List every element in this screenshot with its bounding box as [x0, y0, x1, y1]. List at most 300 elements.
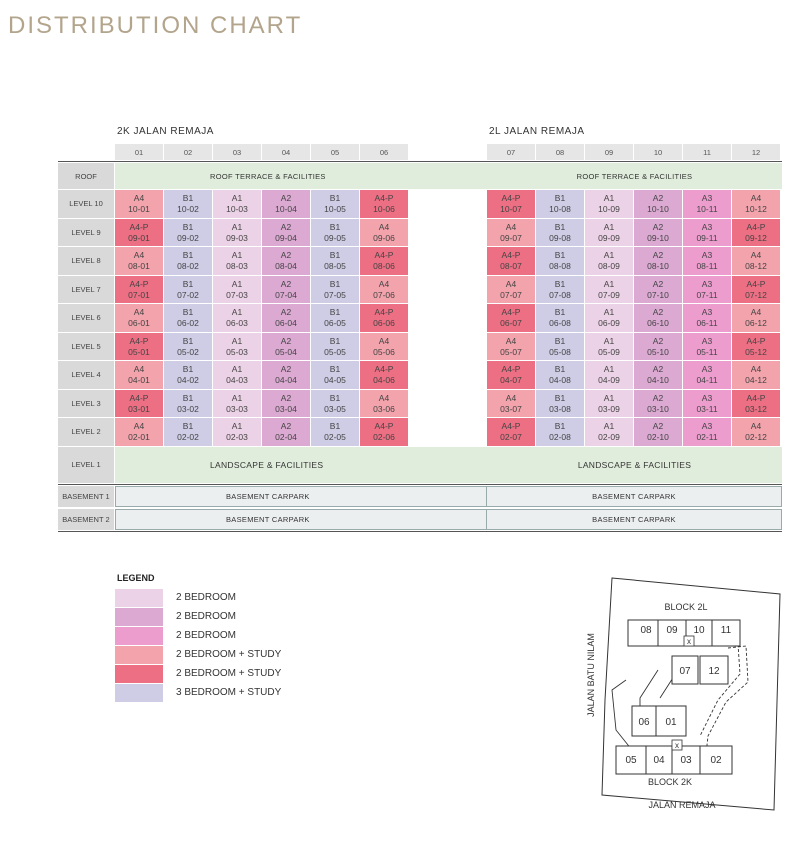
unit-cell: [585, 361, 634, 390]
legend-label: 2 BEDROOM: [176, 630, 237, 641]
unit-cell: [164, 219, 213, 248]
unit-cell: [115, 247, 164, 276]
unit-label: 07: [679, 666, 691, 677]
unit-number: 06-09: [598, 318, 620, 328]
rule: [58, 484, 782, 485]
unit-cell: [213, 390, 262, 419]
unit-type: A2: [280, 421, 292, 431]
unit-type: A4: [750, 364, 762, 374]
unit-cell: [585, 304, 634, 333]
unit-cell: [213, 418, 262, 447]
unit-type: A4-P: [746, 335, 766, 346]
unit-number: 10-11: [696, 204, 718, 214]
unit-number: 02-08: [549, 432, 571, 442]
unit-number: 04-07: [500, 375, 522, 385]
unit-number: 08-07: [500, 261, 522, 271]
unit-type: A4: [378, 221, 390, 232]
unit-number: 03-04: [275, 403, 297, 414]
row-header-level: LEVEL 3: [58, 390, 114, 419]
legend-label: 2 BEDROOM + STUDY: [176, 649, 282, 660]
unit-number: 06-07: [500, 318, 522, 328]
unit-cell: [262, 304, 311, 333]
unit-type: A4-P: [501, 364, 521, 374]
unit-number: 09-08: [549, 232, 571, 243]
unit-type: B1: [182, 221, 194, 232]
unit-number: 02-10: [647, 432, 669, 442]
basement2-band: BASEMENT CARPARK: [115, 509, 487, 530]
unit-number: 10-08: [549, 204, 571, 214]
unit-label: 10: [693, 625, 705, 636]
unit-type: B1: [554, 250, 566, 260]
unit-number: 09-12: [745, 232, 767, 243]
unit-cell: [487, 304, 536, 333]
unit-type: B1: [554, 278, 566, 289]
unit-cell: [213, 361, 262, 390]
block-label: 2K JALAN REMAJA: [117, 126, 214, 137]
column-header: 12: [732, 144, 781, 160]
road-side-label: JALAN BATU NILAM: [586, 633, 596, 717]
unit-type: A1: [603, 221, 615, 232]
unit-number: 10-03: [226, 204, 248, 214]
unit-cell: [164, 361, 213, 390]
row-header-basement2: BASEMENT 2: [58, 509, 114, 531]
unit-number: 10-05: [324, 204, 346, 214]
unit-cell: [115, 304, 164, 333]
unit-cell: [164, 304, 213, 333]
unit-number: 05-01: [128, 346, 150, 357]
unit-cell: [634, 304, 683, 333]
unit-cell: [487, 390, 536, 419]
unit-number: 08-01: [128, 261, 150, 271]
unit-cell: [213, 247, 262, 276]
row-header-level: LEVEL 6: [58, 304, 114, 333]
unit-type: A2: [652, 392, 664, 403]
unit-type: A3: [701, 392, 713, 403]
unit-type: B1: [182, 278, 194, 289]
page-title: DISTRIBUTION CHART: [8, 12, 303, 39]
row-header-basement1: BASEMENT 1: [58, 486, 114, 508]
unit-type: B1: [182, 392, 194, 403]
unit-type: A2: [652, 250, 664, 260]
unit-cell: [213, 304, 262, 333]
unit-number: 07-05: [324, 289, 346, 300]
unit-cell: [115, 276, 164, 305]
unit-type: B1: [554, 221, 566, 232]
unit-cell: [585, 333, 634, 362]
unit-type: B1: [329, 307, 341, 317]
unit-number: 05-06: [373, 346, 395, 357]
unit-cell: [115, 190, 164, 219]
unit-type: A1: [231, 335, 243, 346]
unit-number: 06-05: [324, 318, 346, 328]
unit-number: 09-05: [324, 232, 346, 243]
unit-type: A4: [133, 307, 145, 317]
unit-cell: [262, 247, 311, 276]
unit-number: 04-09: [598, 375, 620, 385]
unit-type: A4: [133, 250, 145, 260]
unit-type: A1: [231, 421, 243, 431]
unit-number: 06-02: [177, 318, 199, 328]
unit-type: A3: [701, 278, 713, 289]
unit-cell: [585, 247, 634, 276]
unit-number: 09-01: [128, 232, 150, 243]
unit-type: B1: [554, 364, 566, 374]
unit-type: A4-P: [746, 392, 766, 403]
unit-number: 06-11: [696, 318, 718, 328]
unit-number: 07-08: [549, 289, 571, 300]
core-mark: x: [687, 637, 691, 646]
unit-type: B1: [182, 421, 194, 431]
unit-type: A4: [505, 392, 517, 403]
unit-cell: [360, 247, 409, 276]
unit-cell: [311, 390, 360, 419]
legend-swatch: [115, 665, 163, 683]
unit-cell: [634, 219, 683, 248]
unit-cell: [585, 418, 634, 447]
unit-type: A4: [378, 335, 390, 346]
unit-cell: [262, 333, 311, 362]
row-header-roof: ROOF: [58, 163, 114, 190]
unit-cell: [683, 304, 732, 333]
unit-cell: [683, 333, 732, 362]
row-header-level: LEVEL 10: [58, 190, 114, 219]
unit-cell: [732, 333, 781, 362]
unit-cell: [732, 219, 781, 248]
unit-number: 03-08: [549, 403, 571, 414]
unit-number: 09-06: [373, 232, 395, 243]
unit-type: A4: [378, 392, 390, 403]
unit-number: 06-08: [549, 318, 571, 328]
legend-label: 2 BEDROOM + STUDY: [176, 668, 282, 679]
unit-cell: [732, 361, 781, 390]
unit-type: A4-P: [746, 278, 766, 289]
unit-number: 10-06: [373, 204, 395, 214]
unit-cell: [262, 219, 311, 248]
unit-cell: [360, 418, 409, 447]
unit-cell: [360, 361, 409, 390]
unit-type: B1: [554, 307, 566, 317]
unit-cell: [732, 247, 781, 276]
column-header: 02: [164, 144, 213, 160]
unit-number: 05-09: [598, 346, 620, 357]
unit-number: 08-03: [226, 261, 248, 271]
column-header: 03: [213, 144, 262, 160]
unit-type: A1: [603, 278, 615, 289]
core-mark: x: [675, 741, 679, 750]
unit-cell: [585, 276, 634, 305]
unit-number: 03-11: [696, 403, 718, 414]
unit-type: A4-P: [129, 278, 149, 289]
unit-number: 08-04: [275, 261, 297, 271]
unit-cell: [536, 390, 585, 419]
unit-cell: [487, 361, 536, 390]
unit-type: A2: [280, 193, 292, 203]
unit-type: A1: [603, 250, 615, 260]
unit-type: B1: [329, 364, 341, 374]
unit-number: 07-02: [177, 289, 199, 300]
unit-cell: [115, 219, 164, 248]
unit-number: 05-04: [275, 346, 297, 357]
row-header-level: LEVEL 2: [58, 418, 114, 447]
row-header-level: LEVEL 4: [58, 361, 114, 390]
unit-type: A1: [603, 335, 615, 346]
unit-cell: [585, 190, 634, 219]
unit-cell: [536, 333, 585, 362]
column-header: 08: [536, 144, 585, 160]
unit-type: A4: [750, 421, 762, 431]
unit-number: 05-08: [549, 346, 571, 357]
unit-cell: [311, 247, 360, 276]
road-bottom-label: JALAN REMAJA: [648, 800, 716, 810]
unit-number: 10-12: [745, 204, 767, 214]
unit-number: 03-03: [226, 403, 248, 414]
legend-swatch: [115, 627, 163, 645]
unit-number: 07-04: [275, 289, 297, 300]
site-path: [612, 680, 632, 750]
unit-type: A3: [701, 193, 713, 203]
unit-type: A1: [231, 250, 243, 260]
unit-number: 08-08: [549, 261, 571, 271]
unit-type: A4-P: [129, 392, 149, 403]
unit-number: 04-08: [549, 375, 571, 385]
unit-cell: [164, 190, 213, 219]
unit-type: B1: [182, 364, 194, 374]
row-header-level: LEVEL 9: [58, 219, 114, 248]
unit-cell: [634, 390, 683, 419]
unit-cell: [311, 361, 360, 390]
unit-type: A2: [280, 335, 292, 346]
unit-number: 04-04: [275, 375, 297, 385]
unit-type: A1: [603, 364, 615, 374]
unit-type: A4-P: [501, 421, 521, 431]
unit-number: 10-01: [128, 204, 150, 214]
unit-cell: [360, 390, 409, 419]
unit-type: A4: [750, 250, 762, 260]
unit-number: 06-01: [128, 318, 150, 328]
unit-type: B1: [182, 307, 194, 317]
row-header-level: LEVEL 8: [58, 247, 114, 276]
unit-type: A4-P: [374, 421, 394, 431]
level-1-band: LANDSCAPE & FACILITIES: [115, 447, 487, 483]
unit-label: 04: [653, 755, 665, 766]
unit-type: A4: [378, 278, 390, 289]
unit-cell: [732, 304, 781, 333]
unit-label: 08: [640, 625, 652, 636]
unit-number: 09-03: [226, 232, 248, 243]
unit-cell: [360, 333, 409, 362]
unit-number: 04-05: [324, 375, 346, 385]
unit-number: 07-10: [647, 289, 669, 300]
basement2-band: BASEMENT CARPARK: [487, 509, 782, 530]
unit-number: 10-07: [500, 204, 522, 214]
unit-type: A3: [701, 364, 713, 374]
unit-type: A4-P: [501, 193, 521, 203]
unit-type: B1: [182, 193, 194, 203]
unit-number: 02-04: [275, 432, 297, 442]
unit-type: A4: [133, 364, 145, 374]
unit-number: 05-05: [324, 346, 346, 357]
unit-number: 10-10: [647, 204, 669, 214]
unit-type: A4: [505, 278, 517, 289]
unit-cell: [213, 219, 262, 248]
unit-type: A4-P: [129, 335, 149, 346]
unit-cell: [262, 361, 311, 390]
unit-type: B1: [554, 421, 566, 431]
unit-type: A1: [603, 307, 615, 317]
unit-type: B1: [329, 278, 341, 289]
unit-number: 03-06: [373, 403, 395, 414]
unit-number: 08-09: [598, 261, 620, 271]
unit-cell: [487, 418, 536, 447]
unit-type: A2: [280, 250, 292, 260]
unit-number: 08-12: [745, 261, 767, 271]
unit-number: 10-02: [177, 204, 199, 214]
table-top-rule: [58, 161, 782, 162]
unit-cell: [683, 390, 732, 419]
unit-type: A4-P: [501, 250, 521, 260]
roof-band: ROOF TERRACE & FACILITIES: [115, 163, 487, 189]
unit-cell: [115, 361, 164, 390]
unit-cell: [164, 418, 213, 447]
unit-cell: [487, 219, 536, 248]
unit-label: 06: [638, 717, 650, 728]
unit-number: 08-10: [647, 261, 669, 271]
unit-type: A2: [652, 364, 664, 374]
unit-cell: [311, 219, 360, 248]
unit-number: 02-06: [373, 432, 395, 442]
unit-cell: [487, 333, 536, 362]
unit-type: A2: [652, 335, 664, 346]
unit-cell: [536, 219, 585, 248]
unit-cell: [213, 276, 262, 305]
unit-cell: [115, 390, 164, 419]
unit-type: A4-P: [374, 193, 394, 203]
column-header: 05: [311, 144, 360, 160]
unit-type: A2: [280, 392, 292, 403]
unit-number: 08-11: [696, 261, 718, 271]
unit-cell: [634, 418, 683, 447]
column-header: 07: [487, 144, 536, 160]
unit-cell: [262, 390, 311, 419]
unit-cell: [164, 247, 213, 276]
unit-number: 09-10: [647, 232, 669, 243]
legend-label: 2 BEDROOM: [176, 592, 237, 603]
unit-cell: [262, 418, 311, 447]
unit-type: A2: [280, 278, 292, 289]
legend-title: LEGEND: [117, 573, 155, 583]
unit-label: 01: [665, 717, 677, 728]
unit-cell: [732, 390, 781, 419]
legend-swatch: [115, 608, 163, 626]
unit-cell: [262, 276, 311, 305]
unit-number: 04-03: [226, 375, 248, 385]
unit-number: 07-09: [598, 289, 620, 300]
basement1-band: BASEMENT CARPARK: [487, 486, 782, 507]
legend-label: 3 BEDROOM + STUDY: [176, 687, 282, 698]
roof-band: ROOF TERRACE & FACILITIES: [487, 163, 782, 189]
unit-number: 03-02: [177, 403, 199, 414]
unit-number: 05-07: [500, 346, 522, 357]
unit-type: A4: [750, 307, 762, 317]
unit-type: B1: [182, 335, 194, 346]
unit-label: 05: [625, 755, 637, 766]
unit-number: 04-06: [373, 375, 395, 385]
legend-swatch: [115, 646, 163, 664]
unit-type: A4-P: [374, 364, 394, 374]
unit-number: 09-04: [275, 232, 297, 243]
unit-cell: [536, 304, 585, 333]
unit-number: 06-12: [745, 318, 767, 328]
unit-number: 06-03: [226, 318, 248, 328]
row-header-level: LEVEL 5: [58, 333, 114, 362]
unit-type: A3: [701, 335, 713, 346]
unit-cell: [164, 333, 213, 362]
unit-type: B1: [329, 250, 341, 260]
unit-type: A4-P: [374, 250, 394, 260]
unit-number: 02-05: [324, 432, 346, 442]
unit-number: 07-12: [745, 289, 767, 300]
unit-cell: [311, 418, 360, 447]
unit-cell: [262, 190, 311, 219]
unit-number: 09-09: [598, 232, 620, 243]
unit-number: 10-04: [275, 204, 297, 214]
level-1-band: LANDSCAPE & FACILITIES: [487, 447, 782, 483]
unit-cell: [360, 276, 409, 305]
unit-type: A4-P: [746, 221, 766, 232]
unit-cell: [536, 418, 585, 447]
unit-type: A1: [603, 193, 615, 203]
unit-number: 02-02: [177, 432, 199, 442]
unit-cell: [360, 219, 409, 248]
unit-number: 04-12: [745, 375, 767, 385]
unit-number: 02-11: [696, 432, 718, 442]
block-2k-label: BLOCK 2K: [647, 777, 693, 787]
unit-cell: [311, 333, 360, 362]
unit-label: 11: [720, 625, 732, 636]
unit-number: 06-10: [647, 318, 669, 328]
column-header: 04: [262, 144, 311, 160]
unit-type: A2: [652, 193, 664, 203]
block-label: 2L JALAN REMAJA: [489, 126, 585, 137]
unit-type: A2: [652, 221, 664, 232]
unit-type: A3: [701, 250, 713, 260]
unit-cell: [487, 190, 536, 219]
unit-number: 09-02: [177, 232, 199, 243]
unit-cell: [213, 333, 262, 362]
unit-number: 03-09: [598, 403, 620, 414]
unit-cell: [683, 418, 732, 447]
unit-type: A3: [701, 307, 713, 317]
unit-type: B1: [329, 421, 341, 431]
unit-number: 05-12: [745, 346, 767, 357]
unit-number: 02-03: [226, 432, 248, 442]
unit-number: 06-04: [275, 318, 297, 328]
unit-number: 02-09: [598, 432, 620, 442]
unit-cell: [311, 304, 360, 333]
unit-number: 05-11: [696, 346, 718, 357]
unit-type: A4: [505, 221, 517, 232]
unit-type: B1: [554, 335, 566, 346]
unit-type: A3: [701, 221, 713, 232]
unit-cell: [487, 276, 536, 305]
unit-type: B1: [329, 335, 341, 346]
unit-number: 09-11: [696, 232, 718, 243]
unit-type: B1: [329, 221, 341, 232]
unit-cell: [683, 190, 732, 219]
unit-type: A2: [652, 421, 664, 431]
unit-cell: [683, 219, 732, 248]
unit-cell: [732, 276, 781, 305]
